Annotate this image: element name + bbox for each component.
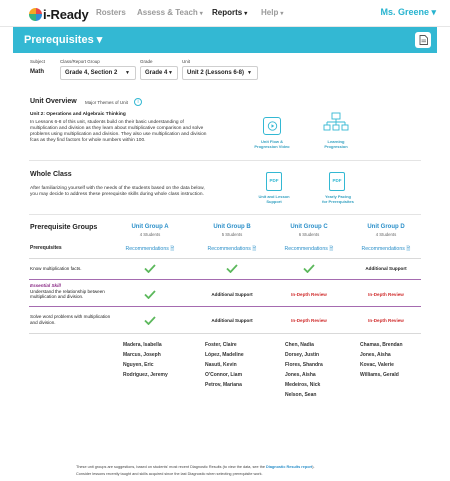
prereq-row-label: [30, 314, 110, 325]
checkmark-icon: [144, 264, 156, 273]
learning-progression-button[interactable]: [323, 112, 349, 136]
group-a-recommendations-link[interactable]: [113, 245, 187, 254]
recommendations-label: Recommendations: [207, 246, 251, 252]
page-title-dropdown[interactable]: Prerequisites ▾: [24, 34, 103, 46]
recommendations-label: Recommendations: [125, 246, 169, 252]
group-a-count: 4 Students: [139, 232, 161, 237]
unit-lesson-support-label-1: Unit and Lesson: [258, 194, 290, 199]
yearly-pacing-pdf-button[interactable]: [329, 172, 345, 191]
cell-in-depth-review: In-Depth Review: [291, 318, 327, 323]
learning-progression-label-1: Learning: [327, 139, 345, 144]
group-b-recommendations-link[interactable]: [195, 245, 269, 254]
unit-flow-video-label[interactable]: [245, 139, 299, 149]
subject-value: Math: [30, 69, 44, 75]
footnote-text: ).: [312, 465, 315, 469]
yearly-pacing-label-2: for Prerequisites: [322, 199, 354, 204]
cell-additional-support: Additional Support: [211, 292, 253, 297]
unit-overview-heading: Unit Overview: [30, 98, 77, 105]
info-icon[interactable]: i: [134, 98, 142, 106]
print-button[interactable]: [415, 32, 431, 48]
cell-in-depth-review: In-Depth Review: [291, 292, 327, 297]
group-a-student-list: [123, 340, 168, 380]
unit-description-line: multiplication and division as they learn about multiplicative comparison and solve: [30, 126, 204, 131]
checkmark-icon: [226, 264, 238, 273]
grade-select[interactable]: [140, 66, 178, 80]
yearly-pacing-label[interactable]: [311, 194, 365, 204]
unit-flow-video-label-1: Unit Flow &: [261, 139, 283, 144]
prereq-row-label-text: Know multiplication facts.: [30, 266, 82, 271]
group-c-student-list: [285, 340, 323, 400]
student-name[interactable]: Petrov, Mariana: [205, 382, 242, 388]
unit-select[interactable]: [182, 66, 258, 80]
cell-in-depth-review: In-Depth Review: [368, 318, 404, 323]
chevron-down-icon: ▼: [125, 70, 130, 76]
chevron-down-icon: ▼: [247, 70, 252, 76]
cell-additional-support: Additional Support: [211, 318, 253, 323]
document-icon: 🗎: [170, 246, 175, 252]
student-name[interactable]: Nasuti, Kevin: [205, 362, 237, 368]
yearly-pacing-label-1: Yearly Pacing: [324, 194, 351, 199]
document-icon: 🗎: [406, 246, 411, 252]
student-name[interactable]: Jones, Aisha: [360, 352, 391, 358]
group-b-count: 5 Students: [221, 232, 243, 237]
student-name[interactable]: Jones, Aisha: [285, 372, 316, 378]
whole-class-heading: Whole Class: [30, 171, 72, 178]
top-navigation: [0, 0, 450, 27]
nav-reports-label: Reports: [212, 8, 243, 17]
checkmark-icon: [144, 316, 156, 325]
whole-class-description: [30, 186, 265, 198]
prereq-row-label: [30, 266, 82, 272]
group-c-count: 6 Students: [298, 232, 320, 237]
video-play-icon: [267, 121, 278, 131]
learning-progression-label[interactable]: [310, 139, 362, 149]
unit-title: Unit 2: Operations and Algebraic Thinking: [30, 112, 126, 117]
footnote-line-1: [76, 465, 315, 469]
unit-description-line: fcas as they find factors for whole numbers within 100.: [30, 138, 146, 143]
nav-reports[interactable]: [212, 8, 247, 17]
unit-lesson-support-pdf-button[interactable]: [266, 172, 282, 191]
prereq-row-label-text: and division.: [30, 319, 56, 325]
class-label: Class/Report Group: [60, 59, 100, 64]
group-b-title: Unit Group B: [213, 224, 251, 230]
unit-lesson-support-label[interactable]: [248, 194, 300, 204]
student-name[interactable]: Nguyen, Eric: [123, 362, 154, 368]
group-c-title: Unit Group C: [290, 224, 328, 230]
unit-select-value: Unit 2 (Lessons 6-8): [187, 70, 245, 76]
nav-assess-teach[interactable]: [137, 8, 203, 17]
major-themes-label: Major Themes of Unit: [85, 100, 128, 105]
pdf-icon: PDF: [332, 178, 342, 183]
essential-skill-tag: Essential Skill: [30, 283, 61, 288]
footnote-line-2: Consider lessons recently taught and skills acquired since the last Diagnostic when selecting prerequisite work.: [76, 472, 263, 476]
document-icon: [419, 35, 428, 45]
group-a-title: Unit Group A: [131, 224, 169, 230]
grade-select-value: Grade 4: [145, 70, 168, 76]
table-divider: [29, 258, 421, 259]
section-divider: [29, 160, 421, 161]
nav-assess-teach-label: Assess & Teach: [137, 8, 198, 17]
recommendations-label: Recommendations: [284, 246, 328, 252]
checkmark-icon: [303, 264, 315, 273]
student-name[interactable]: López, Madeline: [205, 352, 244, 358]
grade-label: Grade: [140, 59, 153, 64]
group-d-count: 4 Students: [375, 232, 397, 237]
student-name[interactable]: O'Connor, Liam: [205, 372, 243, 378]
student-name[interactable]: Medeiros, Nick: [285, 382, 321, 388]
page-header-bar: [13, 27, 437, 53]
student-name[interactable]: Dorsey, Justin: [285, 352, 320, 358]
prerequisites-column-header: Prerequisites: [30, 245, 62, 251]
iready-logo[interactable]: [29, 7, 89, 21]
subject-label: Subject: [30, 59, 46, 64]
unit-flow-video-button[interactable]: [263, 117, 281, 135]
unit-lesson-support-label-2: Support: [266, 199, 282, 204]
unit-description-line: In Lessons 6-8 of this unit, students build on their basic understanding of: [30, 120, 184, 125]
class-select[interactable]: [60, 66, 136, 80]
cell-additional-support: Additional Support: [365, 266, 407, 271]
table-divider: [29, 333, 421, 334]
nav-help-label: Help: [261, 8, 279, 17]
progression-diagram-icon: [323, 112, 349, 136]
section-divider: [29, 214, 421, 215]
student-name[interactable]: Madera, Isabella: [123, 342, 162, 348]
student-name[interactable]: Chamas, Brendan: [360, 342, 403, 348]
student-name[interactable]: Kovac, Valerie: [360, 362, 394, 368]
class-select-value: Grade 4, Section 2: [65, 70, 118, 76]
whole-class-description-line: After familiarizing yourself with the needs of the students based on the data below,: [30, 186, 205, 191]
checkmark-icon: [144, 290, 156, 299]
recommendations-label: Recommendations: [361, 246, 405, 252]
logo-text: i-Ready: [43, 6, 89, 22]
nav-rosters-label: Rosters: [96, 8, 126, 17]
prereq-row-label: [30, 283, 105, 300]
group-d-title: Unit Group D: [367, 224, 405, 230]
student-name[interactable]: Rodriguez, Jeremy: [123, 372, 168, 378]
footnote-text: These unit groups are suggestions, based on students' most recent Diagnostic Results (to view the data, see the: [76, 465, 267, 469]
pdf-icon: PDF: [269, 178, 279, 183]
whole-class-description-line: you may decide to address these prerequisite skills during whole class instruction.: [30, 192, 204, 197]
student-name[interactable]: Chen, Nadia: [285, 342, 314, 348]
group-d-recommendations-link[interactable]: [349, 245, 423, 254]
student-name[interactable]: Nelson, Sean: [285, 392, 317, 398]
diagnostic-results-report-link[interactable]: Diagnostic Results report: [266, 465, 313, 469]
prereq-row-label-text: Understand the relationship between: [30, 288, 105, 294]
nav-rosters[interactable]: [96, 8, 126, 17]
nav-help[interactable]: [261, 8, 283, 17]
chevron-down-icon: ▾: [199, 11, 203, 17]
learning-progression-label-2: Progression: [324, 144, 348, 149]
logo-mark-icon: [29, 8, 42, 21]
group-c-recommendations-link[interactable]: [272, 245, 346, 254]
document-icon: 🗎: [329, 246, 334, 252]
chevron-down-icon: ▾: [244, 11, 248, 17]
table-divider: [29, 279, 421, 280]
student-name[interactable]: Flores, Shandra: [285, 362, 323, 368]
prereq-row-label-text: multiplication and division.: [30, 294, 84, 299]
prerequisite-groups-heading: Prerequisite Groups: [30, 224, 98, 231]
chevron-down-icon: ▼: [168, 70, 173, 76]
document-icon: 🗎: [252, 246, 257, 252]
prereq-row-label-text: Solve word problems with multiplication: [30, 314, 111, 319]
student-name[interactable]: Williams, Gerald: [360, 372, 399, 378]
student-name[interactable]: Marcus, Joseph: [123, 352, 161, 358]
cell-in-depth-review: In-Depth Review: [368, 292, 404, 297]
student-name[interactable]: Foster, Claire: [205, 342, 237, 348]
unit-description-line: problems using multiplication and division. They also use multiplication and division: [30, 132, 207, 137]
table-divider: [29, 306, 421, 307]
group-d-student-list: [360, 340, 403, 380]
unit-label: Unit: [182, 59, 191, 64]
unit-description: [30, 120, 265, 144]
chevron-down-icon: ▾: [280, 11, 284, 17]
unit-flow-video-label-2: Progression Video: [254, 144, 290, 149]
group-b-student-list: [205, 340, 244, 390]
user-menu[interactable]: Ms. Greene ▾: [380, 7, 436, 17]
